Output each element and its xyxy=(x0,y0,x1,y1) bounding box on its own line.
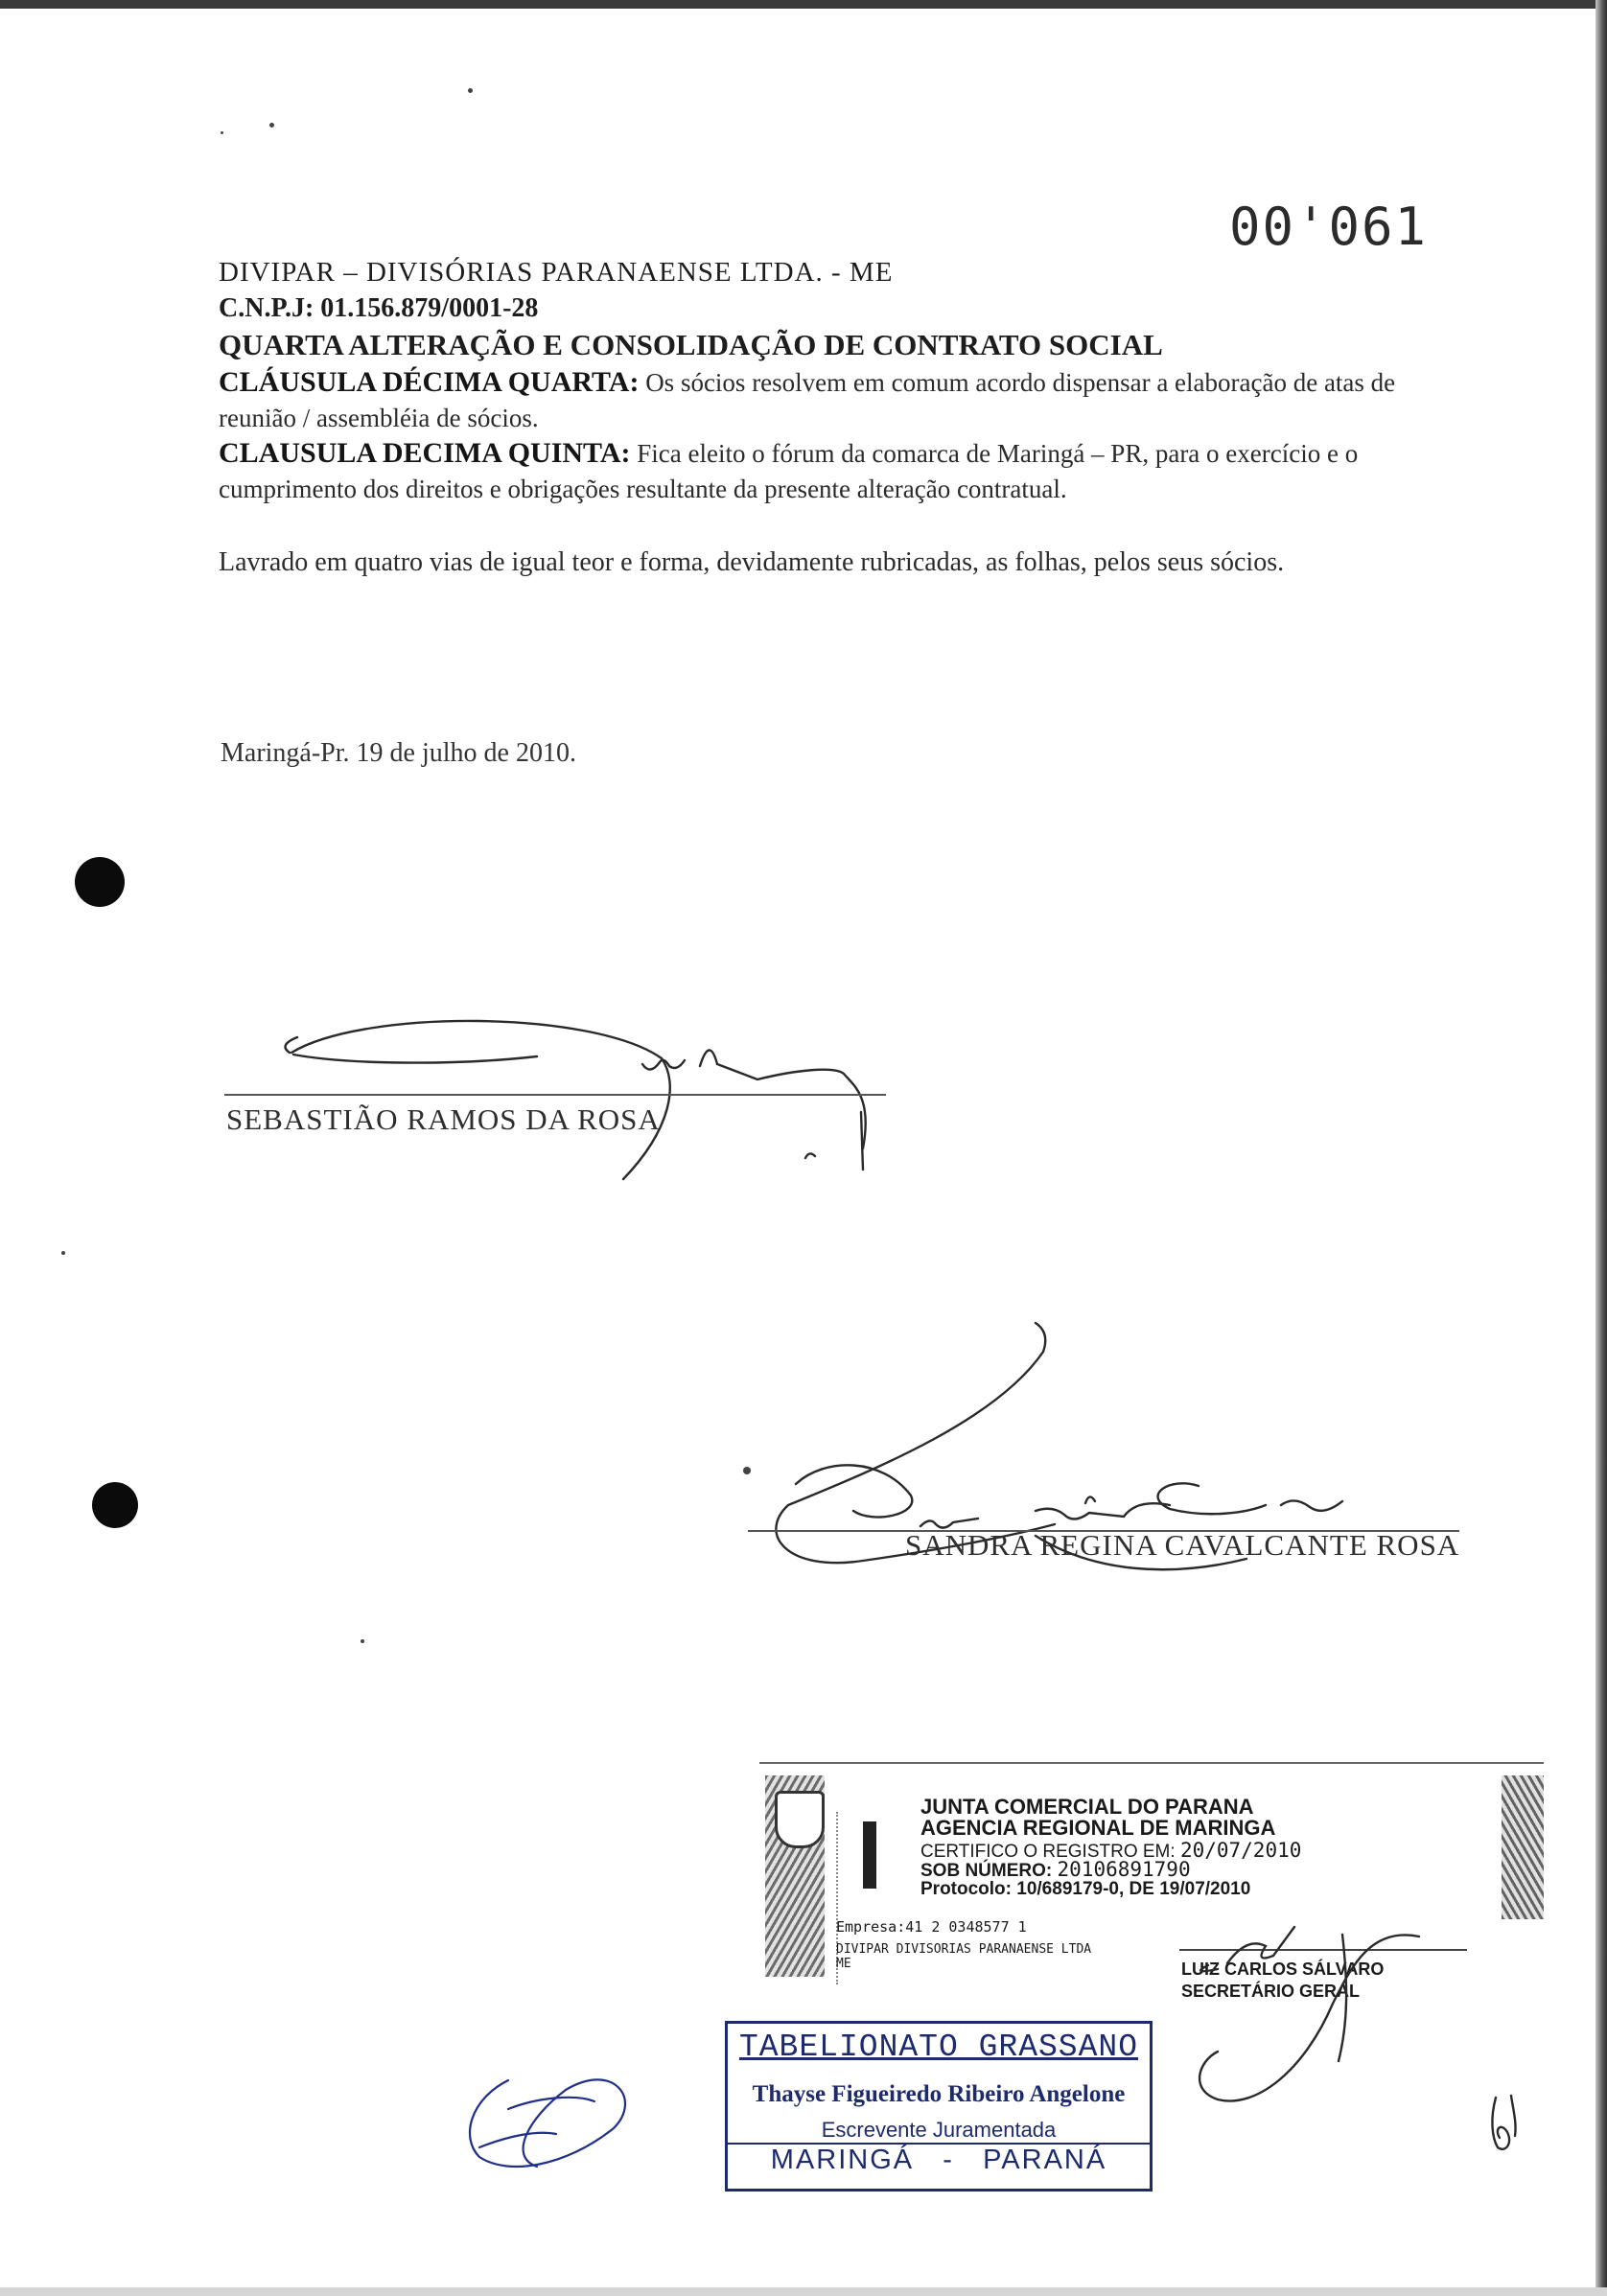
clause-fourteen xyxy=(219,364,1461,436)
junta-comercial-stamp xyxy=(759,1754,1544,2006)
document-title: QUARTA ALTERAÇÃO E CONSOLIDAÇÃO DE CONTRATO SOCIAL xyxy=(219,328,1163,361)
stamp-officer-title: SECRETÁRIO GERAL xyxy=(1181,1982,1361,2001)
notary-stamp xyxy=(725,2021,1153,2192)
scan-speck xyxy=(361,1639,364,1643)
company-name: DIVIPAR – DIVISÓRIAS PARANAENSE LTDA. - ME xyxy=(219,257,894,288)
signature-line-1 xyxy=(224,1094,886,1096)
scan-speck xyxy=(269,123,274,128)
stamp-line-1: JUNTA COMERCIAL DO PARANA xyxy=(920,1795,1254,1819)
stamp-number-label: SOB NÚMERO: xyxy=(920,1861,1053,1881)
scan-speck xyxy=(221,131,223,134)
clause-fourteen-text: Os sócios resolvem em comum acordo dispensar a elaboração de atas de reunião / assembléia de sócios. xyxy=(219,368,1396,432)
signatory-2-name: SANDRA REGINA CAVALCANTE ROSA xyxy=(905,1528,1460,1562)
clause-fifteen-title: CLAUSULA DECIMA QUINTA: xyxy=(219,437,631,469)
sheet-number: 00'061 xyxy=(1229,197,1429,257)
binder-hole xyxy=(92,1482,138,1528)
stamp-certify-label: CERTIFICO O REGISTRO EM: xyxy=(920,1842,1176,1862)
scan-speck xyxy=(468,88,473,93)
stamp-line-2: AGENCIA REGIONAL DE MARINGA xyxy=(920,1816,1276,1840)
barcode-icon xyxy=(863,1821,876,1889)
scan-speck xyxy=(61,1251,65,1255)
scan-bottom-edge xyxy=(0,2287,1607,2296)
notary-city: MARINGÁ - PARANÁ xyxy=(770,2145,1107,2175)
clause-fifteen xyxy=(219,435,1461,507)
initial-signature-blue xyxy=(451,2052,652,2186)
clause-fifteen-text: Fica eleito o fórum da comarca de Maringá – PR, para o exercício e o cumprimento dos direitos e obrigações resultante da presente alteração contratual. xyxy=(219,439,1359,503)
place-and-date: Maringá-Pr. 19 de julho de 2010. xyxy=(221,738,576,768)
rubric-mark xyxy=(1484,2090,1532,2157)
binder-hole xyxy=(75,857,125,907)
coat-of-arms-icon xyxy=(775,1791,825,1848)
scan-top-edge xyxy=(0,0,1607,9)
company-cnpj: C.N.P.J: 01.156.879/0001-28 xyxy=(219,293,539,323)
stamp-protocol: Protocolo: 10/689179-0, DE 19/07/2010 xyxy=(920,1879,1251,1899)
stamp-number-value: 20106891790 xyxy=(1057,1858,1191,1881)
stamp-officer-name: LUIZ CARLOS SÁLVARO xyxy=(1181,1960,1385,1979)
officer-signature xyxy=(1160,1908,1419,2138)
clause-fourteen-title: CLÁUSULA DÉCIMA QUARTA: xyxy=(219,366,640,398)
stamp-security-pattern-right xyxy=(1502,1775,1544,1919)
notary-office: TABELIONATO GRASSANO xyxy=(738,2029,1139,2065)
closing-statement: Lavrado em quatro vias de igual teor e forma, devidamente rubricadas, as folhas, pelos seus sócios. xyxy=(219,547,1285,577)
notary-clerk: Thayse Figueiredo Ribeiro Angelone xyxy=(752,2081,1126,2107)
stamp-empresa: Empresa:41 2 0348577 1 xyxy=(836,1918,1027,1936)
stamp-top-rule xyxy=(759,1762,1544,1764)
scan-right-edge xyxy=(1595,0,1607,2296)
signatory-1-name: SEBASTIÃO RAMOS DA ROSA xyxy=(226,1102,661,1136)
notary-role: Escrevente Juramentada xyxy=(821,2118,1057,2142)
stamp-certify-date: 20/07/2010 xyxy=(1179,1839,1302,1862)
stamp-company-line: DIVIPAR DIVISORIAS PARANAENSE LTDA ME xyxy=(836,1942,1092,1971)
